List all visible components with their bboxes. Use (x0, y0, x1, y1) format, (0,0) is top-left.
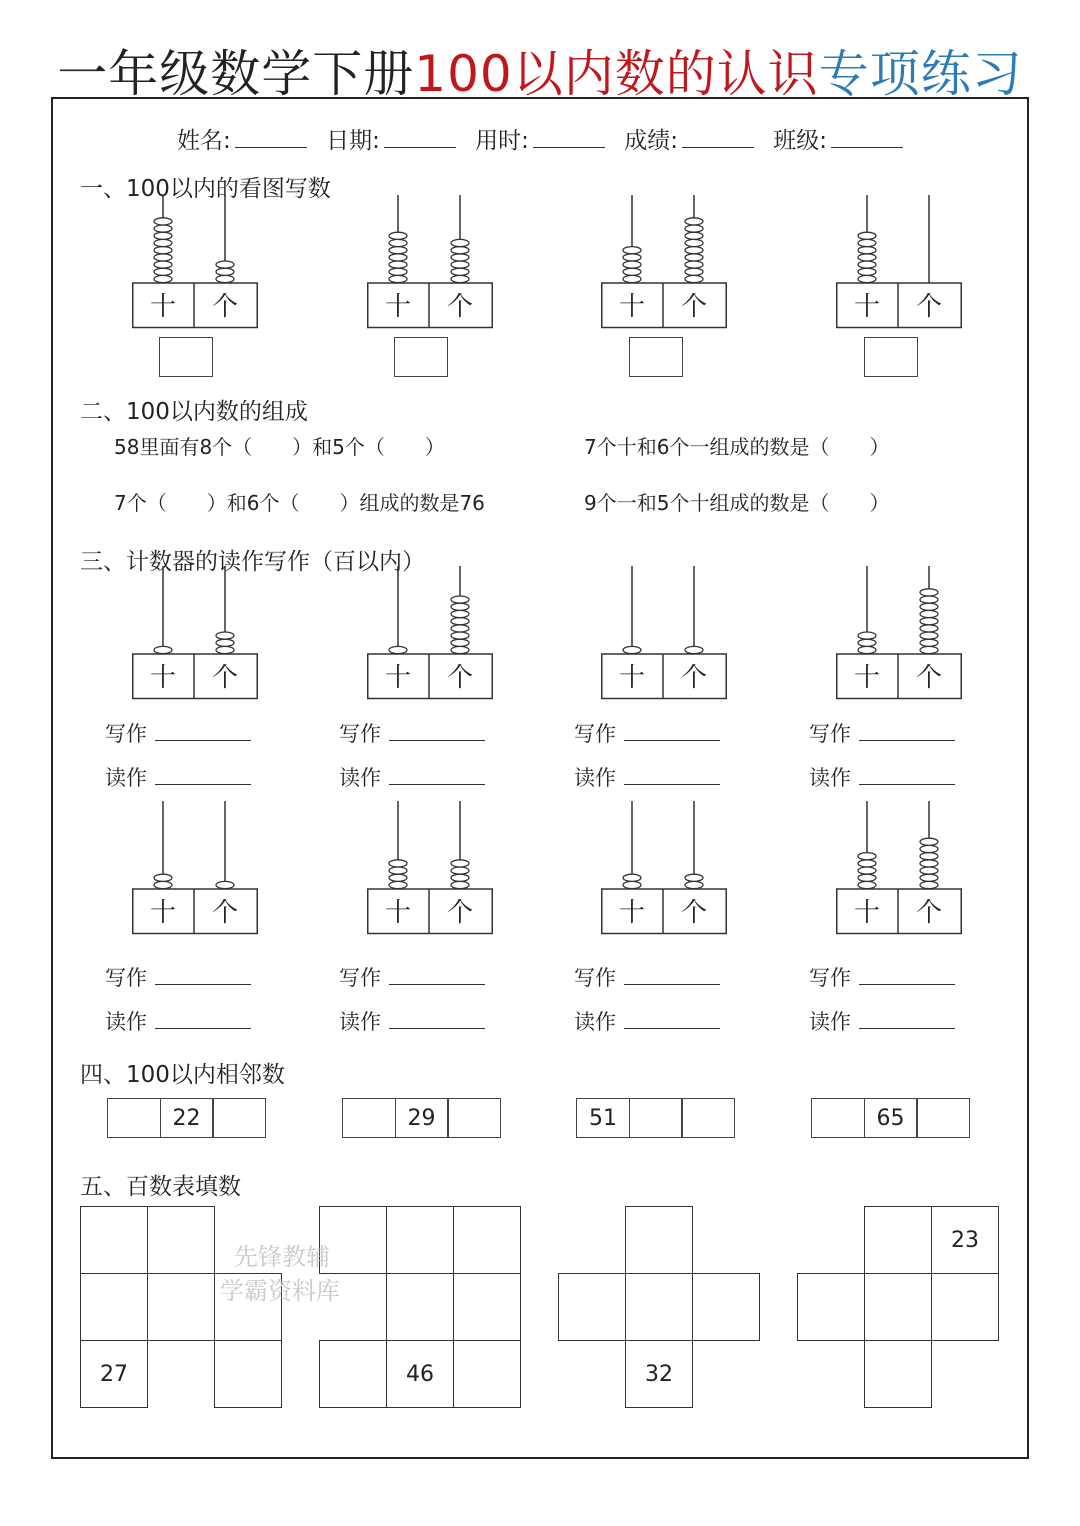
section-5-heading: 五、百数表填数 (80, 1174, 241, 1200)
read-label: 读作 (574, 766, 616, 790)
abacus-s1-1 (132, 193, 258, 331)
bead (623, 254, 641, 261)
page-title (0, 34, 1080, 106)
grid-cell[interactable] (453, 1273, 521, 1341)
sequence-cell[interactable] (342, 1098, 396, 1138)
bead (389, 646, 407, 653)
read-answer-row (105, 762, 251, 792)
grid-cell[interactable] (386, 1273, 454, 1341)
read-label: 读作 (339, 1010, 381, 1034)
bead (685, 268, 703, 275)
bead (451, 860, 469, 867)
bead (451, 261, 469, 268)
sequence-cell[interactable] (916, 1098, 970, 1138)
grid-cell[interactable] (864, 1273, 932, 1341)
bead (920, 618, 938, 625)
bead (154, 247, 172, 254)
write-label: 写作 (809, 722, 851, 746)
bead (451, 239, 469, 246)
tens-label: 十 (384, 292, 412, 322)
write-answer-row (339, 962, 485, 992)
bead (451, 632, 469, 639)
bead (154, 275, 172, 282)
read-answer-row (809, 762, 955, 792)
bead (858, 867, 876, 874)
read-answer-row (574, 762, 720, 792)
read-blank[interactable] (155, 1010, 251, 1029)
bead (154, 261, 172, 268)
bead (389, 275, 407, 282)
ones-label: 个 (211, 898, 239, 928)
date-blank[interactable] (384, 127, 456, 148)
bead (154, 239, 172, 246)
read-label: 读作 (809, 1010, 851, 1034)
grid-cell[interactable] (558, 1273, 626, 1341)
bead (389, 874, 407, 881)
bead (858, 853, 876, 860)
abacus-s3-r2-1 (132, 799, 258, 937)
ones-label: 个 (446, 663, 474, 693)
grid-cell[interactable] (625, 1206, 693, 1274)
bead (389, 232, 407, 239)
read-answer-row (809, 1006, 955, 1036)
bead (623, 881, 641, 888)
bead (920, 646, 938, 653)
bead (389, 867, 407, 874)
answer-box-1[interactable] (159, 337, 213, 377)
ones-label: 个 (680, 898, 708, 928)
grid-cell[interactable] (931, 1273, 999, 1341)
bead (920, 603, 938, 610)
bead (858, 860, 876, 867)
bead (451, 618, 469, 625)
write-answer-row (574, 718, 720, 748)
bead (920, 596, 938, 603)
abacus-s1-2 (367, 193, 493, 331)
write-blank[interactable] (155, 966, 251, 985)
bead (920, 838, 938, 845)
abacus-s3-r2-4 (836, 799, 962, 937)
read-blank[interactable] (155, 766, 251, 785)
bead (451, 867, 469, 874)
ones-label: 个 (446, 898, 474, 928)
grid-cell[interactable] (625, 1273, 693, 1341)
abacus-s3-r1-1 (132, 564, 258, 702)
grid-cell: 32 (625, 1340, 693, 1408)
bead (451, 275, 469, 282)
score-blank[interactable] (682, 127, 754, 148)
composition-question-4: 9个一和5个十组成的数是（ ） (584, 491, 890, 515)
bead (623, 874, 641, 881)
bead (154, 254, 172, 261)
bead (685, 239, 703, 246)
grid-cell[interactable] (797, 1273, 865, 1341)
tens-label: 十 (149, 663, 177, 693)
tens-label: 十 (384, 898, 412, 928)
answer-box-4[interactable] (864, 337, 918, 377)
read-answer-row (105, 1006, 251, 1036)
bead (623, 646, 641, 653)
class-blank[interactable] (831, 127, 903, 148)
abacus-s3-r1-3 (601, 564, 727, 702)
abacus-s3-r1-2 (367, 564, 493, 702)
bead (389, 268, 407, 275)
bead (451, 268, 469, 275)
grid-cell: 23 (931, 1206, 999, 1274)
grid-cell[interactable] (319, 1340, 387, 1408)
write-blank[interactable] (859, 966, 955, 985)
tens-label: 十 (149, 292, 177, 322)
bead (154, 218, 172, 225)
bead (389, 254, 407, 261)
answer-box-3[interactable] (629, 337, 683, 377)
grid-cell[interactable] (147, 1273, 215, 1341)
read-label: 读作 (339, 766, 381, 790)
ones-label: 个 (446, 292, 474, 322)
read-answer-row (339, 1006, 485, 1036)
grid-cell[interactable] (214, 1340, 282, 1408)
info-time: 用时: (475, 128, 605, 154)
write-answer-row (574, 962, 720, 992)
ones-label: 个 (680, 292, 708, 322)
bead (154, 225, 172, 232)
read-blank[interactable] (859, 1010, 955, 1029)
bead (451, 610, 469, 617)
read-label: 读作 (105, 1010, 147, 1034)
bead (920, 881, 938, 888)
sequence-cell[interactable] (107, 1098, 161, 1138)
abacus-s1-3 (601, 193, 727, 331)
tens-label: 十 (384, 663, 412, 693)
write-blank[interactable] (624, 722, 720, 741)
grid-cell[interactable] (386, 1206, 454, 1274)
write-blank[interactable] (624, 966, 720, 985)
bead (154, 874, 172, 881)
bead (451, 646, 469, 653)
read-answer-row (339, 762, 485, 792)
bead (685, 646, 703, 653)
bead (685, 254, 703, 261)
read-blank[interactable] (389, 1010, 485, 1029)
bead (451, 603, 469, 610)
composition-question-3: 7个（ ）和6个（ ）组成的数是76 (114, 491, 485, 515)
read-blank[interactable] (624, 1010, 720, 1029)
bead (451, 625, 469, 632)
bead (858, 254, 876, 261)
bead (858, 874, 876, 881)
grid-cell[interactable] (147, 1206, 215, 1274)
bead (685, 275, 703, 282)
sequence-cell: 51 (576, 1098, 630, 1138)
bead (920, 632, 938, 639)
bead (858, 632, 876, 639)
info-score: 成绩: (624, 128, 754, 154)
bead (451, 881, 469, 888)
sequence-cell[interactable] (212, 1098, 266, 1138)
bead (451, 874, 469, 881)
write-answer-row (339, 718, 485, 748)
bead (389, 261, 407, 268)
section-2-heading: 二、100以内数的组成 (80, 399, 308, 425)
write-label: 写作 (574, 966, 616, 990)
write-answer-row (105, 962, 251, 992)
grid-cell: 46 (386, 1340, 454, 1408)
sequence-cell: 22 (160, 1098, 214, 1138)
bead (685, 261, 703, 268)
bead (154, 881, 172, 888)
grid-cell[interactable] (453, 1206, 521, 1274)
write-label: 写作 (339, 966, 381, 990)
bead (451, 254, 469, 261)
composition-question-1: 58里面有8个（ ）和5个（ ） (114, 435, 445, 459)
bead (154, 646, 172, 653)
ones-label: 个 (680, 663, 708, 693)
info-date: 日期: (326, 128, 456, 154)
grid-cell[interactable] (864, 1340, 932, 1408)
neighbor-sequence-2 (342, 1098, 500, 1138)
bead (216, 646, 234, 653)
bead (858, 275, 876, 282)
read-answer-row (574, 1006, 720, 1036)
abacus-s3-r2-2 (367, 799, 493, 937)
bead (858, 268, 876, 275)
tens-label: 十 (618, 292, 646, 322)
bead (154, 268, 172, 275)
write-blank[interactable] (389, 722, 485, 741)
bead (858, 232, 876, 239)
tens-label: 十 (149, 898, 177, 928)
bead (389, 239, 407, 246)
write-label: 写作 (339, 722, 381, 746)
answer-box-2[interactable] (394, 337, 448, 377)
title-part-grade: 一年级数学下册 (57, 45, 415, 103)
ones-label: 个 (915, 663, 943, 693)
bead (216, 639, 234, 646)
bead (920, 589, 938, 596)
section-3-heading: 三、计数器的读作写作（百以内） (80, 549, 425, 575)
sequence-cell[interactable] (811, 1098, 865, 1138)
read-blank[interactable] (389, 766, 485, 785)
bead (685, 874, 703, 881)
title-part-topic: 100以内数的认识 (414, 45, 819, 103)
bead (920, 625, 938, 632)
grid-cell[interactable] (692, 1273, 760, 1341)
abacus-s1-4 (836, 193, 962, 331)
tens-label: 十 (853, 292, 881, 322)
bead (451, 596, 469, 603)
neighbor-sequence-4 (811, 1098, 969, 1138)
write-blank[interactable] (155, 722, 251, 741)
bead (685, 881, 703, 888)
bead (389, 247, 407, 254)
section-1-heading: 一、100以内的看图写数 (80, 176, 331, 202)
write-blank[interactable] (389, 966, 485, 985)
sequence-cell[interactable] (681, 1098, 735, 1138)
bead (920, 860, 938, 867)
grid-cell: 27 (80, 1340, 148, 1408)
read-label: 读作 (809, 766, 851, 790)
read-label: 读作 (574, 1010, 616, 1034)
info-class: 班级: (773, 128, 903, 154)
neighbor-sequence-3 (576, 1098, 734, 1138)
bead (685, 232, 703, 239)
tens-label: 十 (618, 663, 646, 693)
read-blank[interactable] (859, 766, 955, 785)
bead (451, 639, 469, 646)
sequence-cell[interactable] (447, 1098, 501, 1138)
title-part-practice: 专项练习 (818, 45, 1023, 103)
bead (858, 646, 876, 653)
composition-question-2: 7个十和6个一组成的数是（ ） (584, 435, 890, 459)
time-blank[interactable] (533, 127, 605, 148)
bead (858, 247, 876, 254)
info-name: 姓名: (177, 128, 307, 154)
write-answer-row (809, 962, 955, 992)
write-label: 写作 (574, 722, 616, 746)
section-4-heading: 四、100以内相邻数 (80, 1062, 285, 1088)
ones-label: 个 (211, 292, 239, 322)
bead (216, 268, 234, 275)
tens-label: 十 (853, 663, 881, 693)
write-blank[interactable] (859, 722, 955, 741)
read-blank[interactable] (624, 766, 720, 785)
bead (154, 232, 172, 239)
write-answer-row (105, 718, 251, 748)
abacus-s3-r1-4 (836, 564, 962, 702)
ones-label: 个 (211, 663, 239, 693)
student-info-row (0, 122, 1080, 155)
bead (216, 275, 234, 282)
bead (216, 632, 234, 639)
bead (920, 845, 938, 852)
bead (920, 610, 938, 617)
bead (451, 247, 469, 254)
write-label: 写作 (105, 966, 147, 990)
bead (685, 218, 703, 225)
abacus-s3-r2-3 (601, 799, 727, 937)
ones-label: 个 (915, 898, 943, 928)
name-blank[interactable] (235, 127, 307, 148)
write-label: 写作 (809, 966, 851, 990)
read-label: 读作 (105, 766, 147, 790)
ones-label: 个 (915, 292, 943, 322)
bead (685, 225, 703, 232)
bead (858, 639, 876, 646)
neighbor-sequence-1 (107, 1098, 265, 1138)
grid-cell[interactable] (864, 1206, 932, 1274)
bead (858, 261, 876, 268)
tens-label: 十 (618, 898, 646, 928)
bead (216, 881, 234, 888)
sequence-cell: 65 (864, 1098, 918, 1138)
bead (623, 261, 641, 268)
bead (920, 874, 938, 881)
grid-cell[interactable] (453, 1340, 521, 1408)
bead (623, 247, 641, 254)
write-label: 写作 (105, 722, 147, 746)
bead (920, 867, 938, 874)
grid-cell[interactable] (80, 1206, 148, 1274)
grid-cell[interactable] (80, 1273, 148, 1341)
sequence-cell: 29 (395, 1098, 449, 1138)
bead (920, 639, 938, 646)
bead (623, 275, 641, 282)
bead (216, 261, 234, 268)
bead (920, 853, 938, 860)
write-answer-row (809, 718, 955, 748)
bead (623, 268, 641, 275)
bead (685, 247, 703, 254)
tens-label: 十 (853, 898, 881, 928)
sequence-cell[interactable] (629, 1098, 683, 1138)
watermark: 先锋教辅 学霸资料库 (220, 1243, 340, 1305)
bead (389, 881, 407, 888)
bead (858, 881, 876, 888)
bead (858, 239, 876, 246)
bead (389, 860, 407, 867)
